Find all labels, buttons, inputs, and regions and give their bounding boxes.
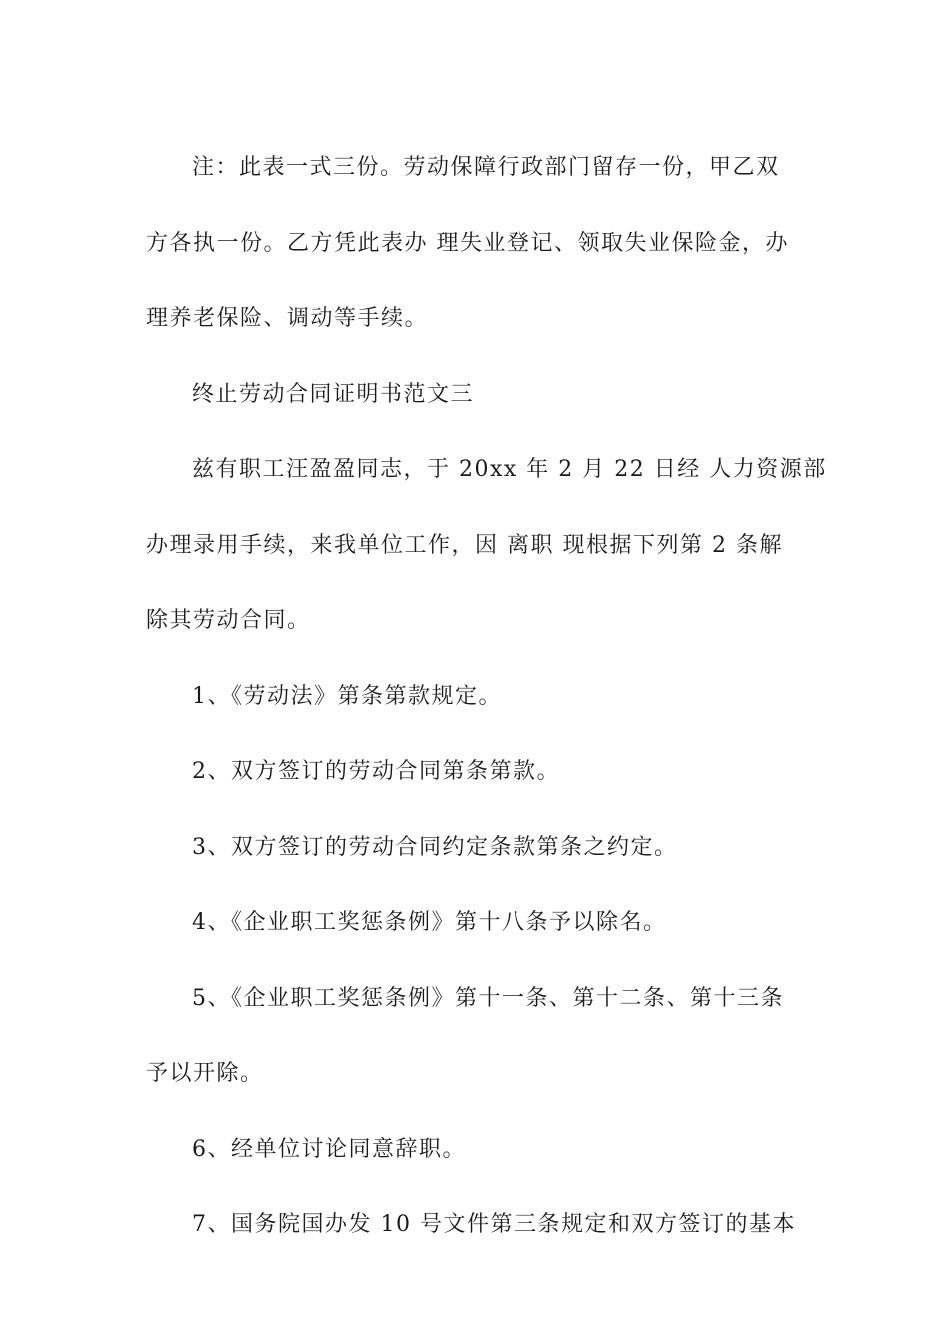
document-body bbox=[146, 130, 827, 1263]
list-item bbox=[146, 1187, 806, 1263]
text-line: 理养老保险、调动等手续。 bbox=[146, 306, 429, 331]
list-item bbox=[146, 659, 806, 735]
list-item bbox=[146, 961, 806, 1112]
text-line: 3、双方签订的劳动合同约定条款第条之约定。 bbox=[192, 834, 678, 860]
text-line: 方各执一份。乙方凭此表办 理失业登记、领取失业保险金，办 bbox=[146, 230, 789, 256]
text-line: 5、《企业职工奖惩条例》第十一条、第十二条、第十三条 bbox=[192, 985, 784, 1011]
list-item bbox=[146, 734, 806, 810]
list-item bbox=[146, 810, 806, 886]
text-line: 兹有职工汪盈盈同志，于 20xx 年 2 月 22 日经 人力资源部 bbox=[192, 457, 827, 482]
text-line: 1、《劳动法》第条第款规定。 bbox=[192, 683, 502, 709]
text-line: 6、经单位讨论同意辞职。 bbox=[192, 1136, 466, 1162]
section-heading bbox=[146, 357, 806, 433]
text-line: 除其劳动合同。 bbox=[146, 608, 311, 633]
text-line: 4、《企业职工奖惩条例》第十八条予以除名。 bbox=[192, 910, 667, 935]
text-line: 注：此表一式三份。劳动保障行政部门留存一份，甲乙双 bbox=[192, 155, 780, 180]
list-item bbox=[146, 885, 806, 961]
text-line: 予以开除。 bbox=[146, 1061, 264, 1086]
text-line: 7、国务院国办发 10 号文件第三条规定和双方签订的基本 bbox=[192, 1212, 796, 1237]
text-line: 2、双方签订的劳动合同第条第款。 bbox=[192, 759, 560, 784]
text-line: 终止劳动合同证明书范文三 bbox=[192, 381, 475, 407]
list-item bbox=[146, 1112, 806, 1188]
body-paragraph bbox=[146, 432, 827, 659]
note-paragraph bbox=[146, 130, 806, 357]
text-line: 办理录用手续，来我单位工作，因 离职 现根据下列第 2 条解 bbox=[146, 532, 783, 558]
